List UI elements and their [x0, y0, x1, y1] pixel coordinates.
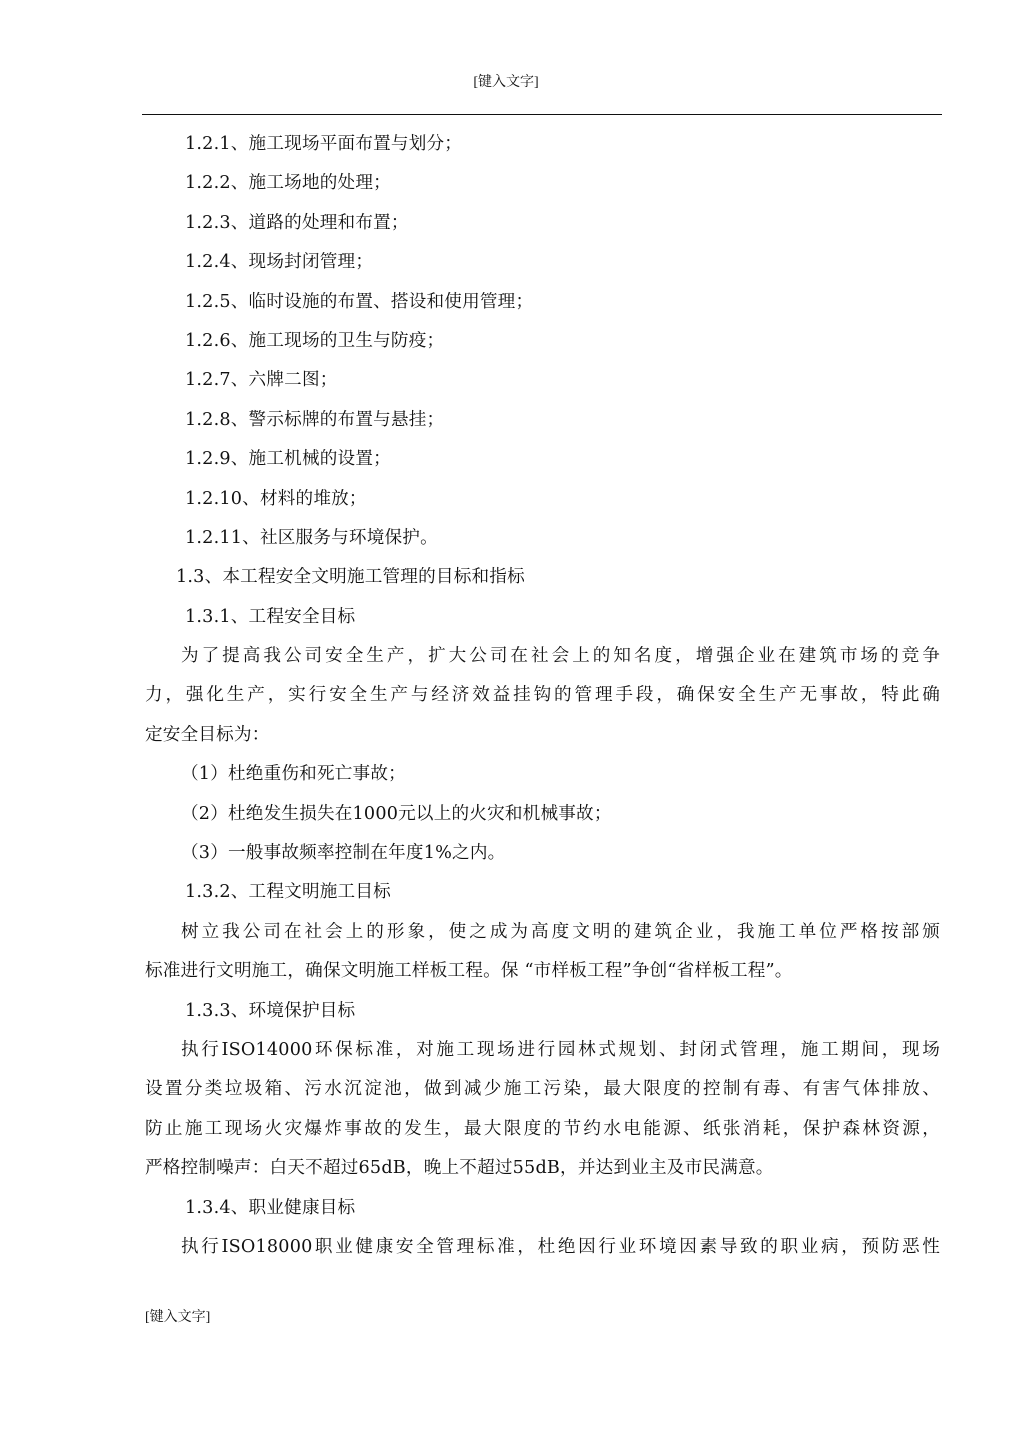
- text-line: 力，强化生产，实行安全生产与经济效益挂钩的管理手段，确保安全生产无事故，特此确: [145, 685, 940, 706]
- page-header: [键入文字]: [473, 75, 539, 90]
- text-line: 定安全目标为：: [145, 724, 270, 745]
- text-line: 1.2.1、施工现场平面布置与划分；: [185, 134, 463, 154]
- text-line: 1.3.4、职业健康目标: [185, 1197, 356, 1218]
- text-line: 为了提高我公司安全生产，扩大公司在社会上的知名度，增强企业在建筑市场的竞争: [181, 646, 940, 667]
- text-line: 标准进行文明施工，确保文明施工样板工程。保 “市样板工程”争创“省样板工程”。: [145, 961, 793, 982]
- text-line: 1.2.3、道路的处理和布置；: [185, 212, 409, 233]
- text-line: 严格控制噪声：白天不超过65dB，晚上不超过55dB，并达到业主及市民满意。: [145, 1158, 774, 1179]
- text-line: 1.3.2、工程文明施工目标: [185, 882, 391, 903]
- text-line: 1.2.9、施工机械的设置；: [185, 449, 391, 470]
- text-line: （3）一般事故频率控制在年度1%之内。: [181, 843, 506, 864]
- text-line: 1.3、本工程安全文明施工管理的目标和指标: [176, 567, 525, 588]
- text-line: 1.3.3、环境保护目标: [185, 1000, 356, 1021]
- text-line: 1.2.10、材料的堆放；: [185, 488, 367, 509]
- text-line: 树立我公司在社会上的形象，使之成为高度文明的建筑企业，我施工单位严格按部颁: [181, 921, 940, 942]
- text-line: 1.2.8、警示标牌的布置与悬挂；: [185, 409, 445, 430]
- text-line: 防止施工现场火灾爆炸事故的发生，最大限度的节约水电能源、纸张消耗，保护森林资源，: [145, 1118, 940, 1139]
- text-line: 1.2.11、社区服务与环境保护。: [185, 527, 438, 548]
- text-line: 1.2.7、六牌二图；: [185, 370, 338, 391]
- document-body: [145, 125, 940, 1267]
- text-line: 执行ISO14000环保标准，对施工现场进行园林式规划、封闭式管理，施工期间，现场: [181, 1039, 940, 1060]
- text-line: 1.2.6、施工现场的卫生与防疫；: [185, 330, 445, 351]
- text-line: 执行ISO18000职业健康安全管理标准，杜绝因行业环境因素导致的职业病，预防恶性: [181, 1236, 940, 1257]
- text-line: （2）杜绝发生损失在1000元以上的火灾和机械事故；: [181, 803, 612, 824]
- text-line: 设置分类垃圾箱、污水沉淀池，做到减少施工污染，最大限度的控制有毒、有害气体排放、: [145, 1079, 940, 1100]
- header-divider: [142, 114, 942, 115]
- text-line: 1.3.1、工程安全目标: [185, 606, 356, 627]
- text-line: 1.2.5、临时设施的布置、搭设和使用管理；: [185, 291, 534, 312]
- text-line: 1.2.2、施工场地的处理；: [185, 173, 391, 194]
- text-line: （1）杜绝重伤和死亡事故；: [181, 764, 406, 785]
- text-line: 1.2.4、现场封闭管理；: [185, 252, 374, 273]
- page-footer: [键入文字]: [145, 1310, 211, 1325]
